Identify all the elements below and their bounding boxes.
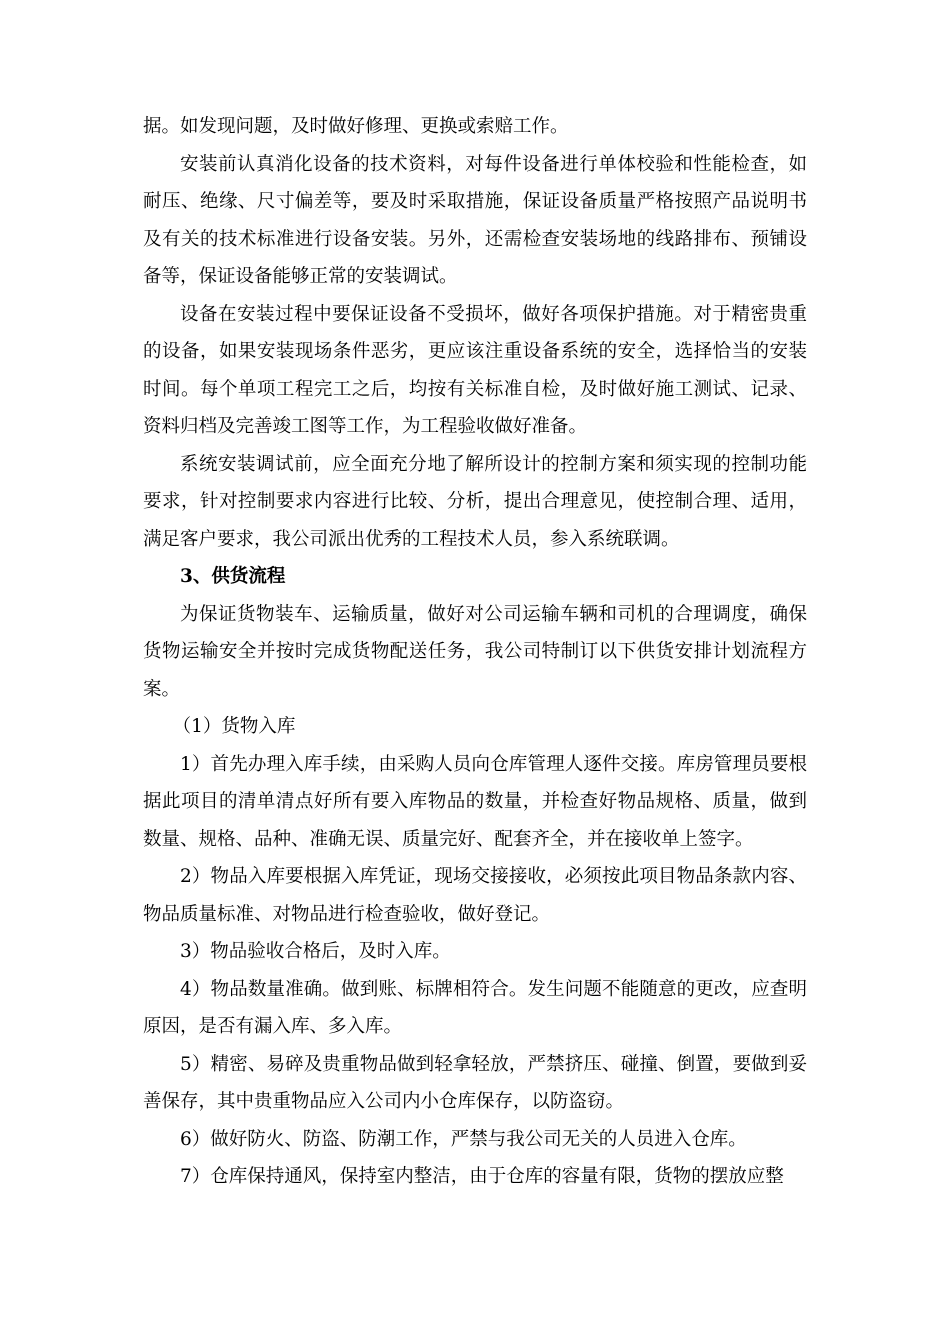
paragraph-installation-protection: 设备在安装过程中要保证设备不受损坏，做好各项保护措施。对于精密贵重的设备，如果安装现场条件恶劣，更应该注重设备系统的安全，选择恰当的安装时间。每个单项工程完工之后，均按有关标准自检，及时做好施工测试、记录、资料归档及完善竣工图等工作，为工程验收做好准备。 [143,303,807,437]
list-item-3: 3）物品验收合格后，及时入库。 [180,941,451,962]
paragraph-system-commissioning: 系统安装调试前，应全面充分地了解所设计的控制方案和须实现的控制功能要求，针对控制要求内容进行比较、分析，提出合理意见，使控制合理、适用，满足客户要求，我公司派出优秀的工程技术人员，参入系统联调。 [143,453,807,550]
list-item-4: 4）物品数量准确。做到账、标牌相符合。发生问题不能随意的更改，应查明原因，是否有漏入库、多入库。 [143,978,807,1037]
paragraph-continuation: 据。如发现问题，及时做好修理、更换或索赔工作。 [143,116,569,137]
paragraph-supply-intro: 为保证货物装车、运输质量，做好对公司运输车辆和司机的合理调度，确保货物运输安全并按时完成货物配送任务，我公司特制订以下供货安排计划流程方案。 [143,603,807,700]
subsection-heading-warehousing: （1）货物入库 [172,716,296,737]
section-heading-supply-process: 3、供货流程 [180,566,286,587]
list-item-2: 2）物品入库要根据入库凭证，现场交接接收，必须按此项目物品条款内容、物品质量标准、对物品进行检查验收，做好登记。 [143,866,807,925]
list-item-1: 1）首先办理入库手续，由采购人员向仓库管理人逐件交接。库房管理员要根据此项目的清单清点好所有要入库物品的数量，并检查好物品规格、质量，做到数量、规格、品种、准确无误、质量完好、配套齐全，并在接收单上签字。 [143,753,807,850]
paragraph-installation-prep: 安装前认真消化设备的技术资料，对每件设备进行单体校验和性能检查，如耐压、绝缘、尺寸偏差等，要及时采取措施，保证设备质量严格按照产品说明书及有关的技术标准进行设备安装。另外，还需检查安装场地的线路排布、预铺设备等，保证设备能够正常的安装调试。 [143,153,807,287]
list-item-7: 7）仓库保持通风，保持室内整洁，由于仓库的容量有限，货物的摆放应整 [180,1166,784,1187]
body-text [143,108,807,1196]
list-item-5: 5）精密、易碎及贵重物品做到轻拿轻放，严禁挤压、碰撞、倒置，要做到妥善保存，其中贵重物品应入公司内小仓库保存，以防盗窃。 [143,1053,807,1112]
list-item-6: 6）做好防火、防盗、防潮工作，严禁与我公司无关的人员进入仓库。 [180,1128,747,1150]
